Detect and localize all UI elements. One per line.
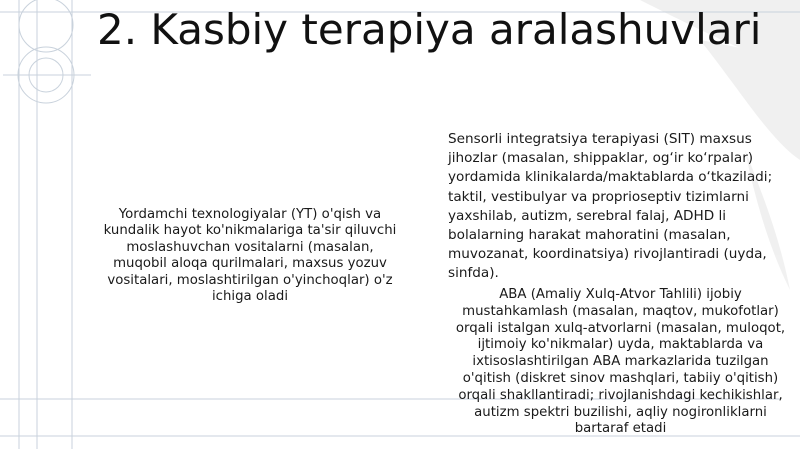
aba-therapy-text: ABA (Amaliy Xulq-Atvor Tahlili) ijobiy mustahkamlash (masalan, maqtov, mukofotlar) orqali istalgan xulq-atvorlarni (masalan, muloqot, ijtimoiy ko'nikmalar) uyda, maktablarda va ixtisoslashtirilgan ABA markazlarida tuzilgan o'qitish (diskret sinov mashqlari, tabiiy o'qitish) orqali shakllantiradi; rivojlanishdagi kechikishlar, autizm spektri buzilishi, aqliy nogironliklarni bartaraf etadi: [455, 287, 786, 437]
slide-title: 2. Kasbiy terapiya aralashuvlari: [97, 5, 762, 54]
assistive-technology-text: Yordamchi texnologiyalar (YT) o'qish va kundalik hayot ko'nikmalariga ta'sir qiluvchi moslashuvchan vositalarni (masalan, muqobil aloqa qurilmalari, maxsus yozuv vositalari, moslashtirilgan o'yinchoqlar) o'z ichiga oladi: [103, 207, 397, 305]
sensory-integration-text: Sensorli integratsiya terapiyasi (SIT) maxsus jihozlar (masalan, shippaklar, og‘ir ko‘rpalar) yordamida klinikalarda/maktablarda o‘tkaziladi; taktil, vestibulyar va proprioseptiv tizimlarni yaxshilab, autizm, serebral falaj, ADHD li bolalarning harakat mahoratini (masalan, muvozanat, koordinatsiya) rivojlantiradi (uyda, sinfda).: [448, 131, 773, 282]
